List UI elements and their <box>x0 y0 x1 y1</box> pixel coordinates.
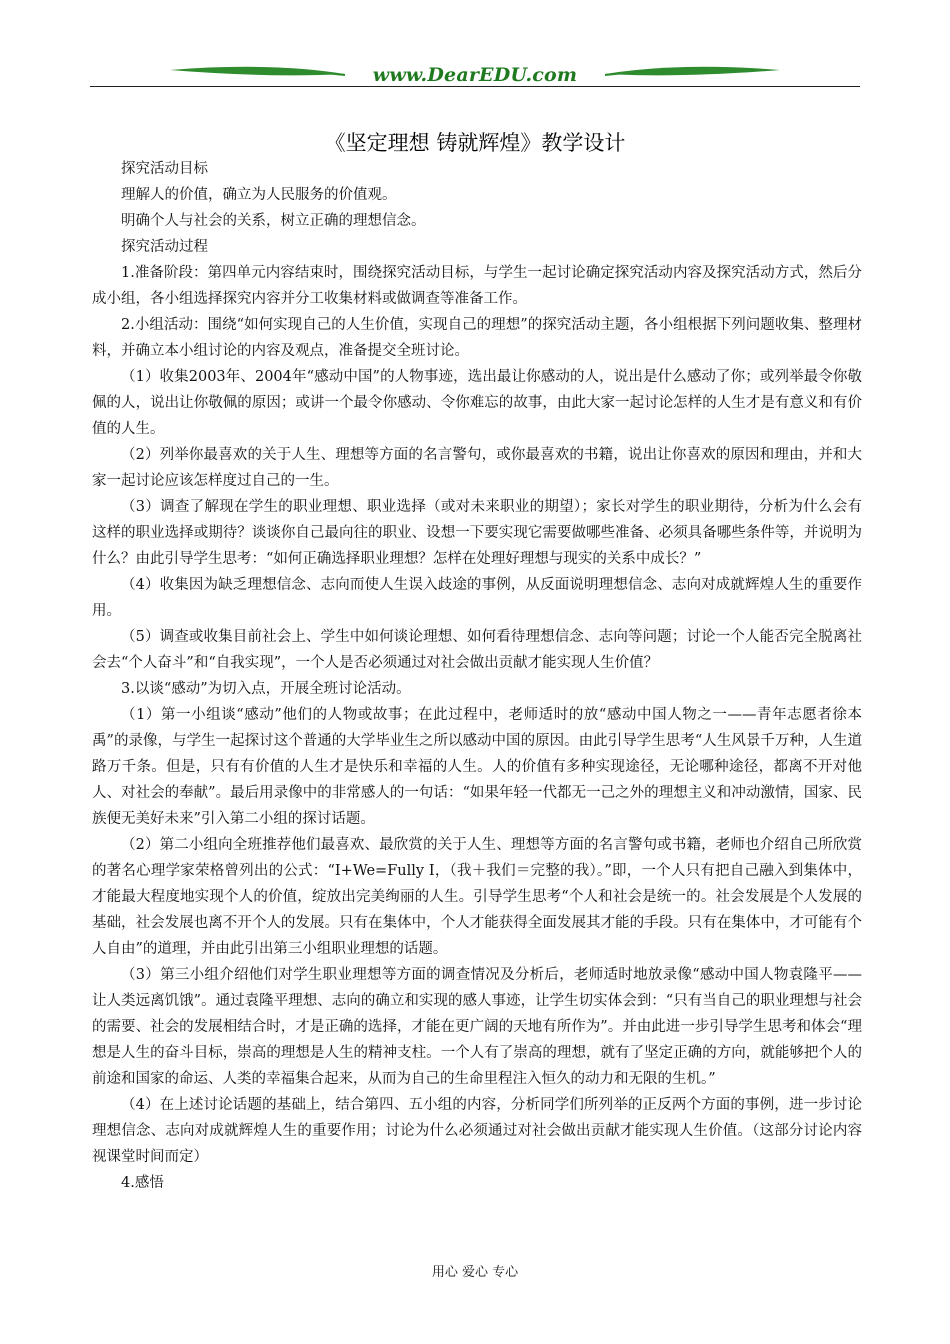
paragraph: 2.小组活动：围绕“如何实现自己的人生价值，实现自己的理想”的探究活动主题，各小组根据下列问题收集、整理材料，并确立本小组讨论的内容及观点，准备提交全班讨论。 <box>92 317 862 359</box>
paragraph: （4）在上述讨论话题的基础上，结合第四、五小组的内容，分析同学们所列举的正反两个方面的事例，进一步讨论理想信念、志向对成就辉煌人生的重要作用；讨论为什么必须通过对社会做出贡献才能实现人生价值。（这部分讨论内容视课堂时间而定） <box>92 1097 862 1165</box>
paragraph: （4）收集因为缺乏理想信念、志向而使人生误入歧途的事例，从反面说明理想信念、志向对成就辉煌人生的重要作用。 <box>92 577 862 619</box>
paragraph: 4.感悟 <box>121 1175 164 1191</box>
paragraph: （2）列举你最喜欢的关于人生、理想等方面的名言警句，或你最喜欢的书籍，说出让你喜欢的原因和理由，并和大家一起讨论应该怎样度过自己的一生。 <box>92 447 862 489</box>
paragraph: 理解人的价值，确立为人民服务的价值观。 <box>121 187 397 203</box>
paragraph: （1）第一小组谈“感动”他们的人物或故事；在此过程中，老师适时的放“感动中国人物之一——青年志愿者徐本禹”的录像，与学生一起探讨这个普通的大学毕业生之所以感动中国的原因。由此引导学生思考“人生风景千万种，人生道路万千条。但是，只有有价值的人生才是快乐和幸福的人生。人的价值有多种实现途径，无论哪种途径，都离不开对他人、对社会的奉献”。最后用录像中的非常感人的一句话：“如果年轻一代都无一己之外的理想主义和冲动激情，国家、民族便无美好未来”引入第二小组的探讨话题。 <box>92 707 862 827</box>
paragraph: （3）调查了解现在学生的职业理想、职业选择（或对未来职业的期望）；家长对学生的职业期待，分析为什么会有这样的职业选择或期待？谈谈你自己最向往的职业、设想一下要实现它需要做哪些准备、必须具备哪些条件等，并说明为什么？由此引导学生思考：“如何正确选择职业理想？怎样在处理好理想与现实的关系中成长？” <box>92 499 862 567</box>
paragraph: （1）收集2003年、2004年“感动中国”的人物事迹，选出最让你感动的人，说出是什么感动了你；或列举最令你敬佩的人，说出让你敬佩的原因；或讲一个最令你感动、令你难忘的故事，由此大家一起讨论怎样的人生才是有意义和有价值的人生。 <box>92 369 862 437</box>
document-title: 《坚定理想 铸就辉煌》教学设计 <box>324 131 626 155</box>
header-divider <box>90 86 860 87</box>
site-url[interactable]: www.DearEDU.com <box>372 64 578 86</box>
paragraph: （2）第二小组向全班推荐他们最喜欢、最欣赏的关于人生、理想等方面的名言警句或书籍，老师也介绍自己所欣赏的著名心理学家荣格曾列出的公式：“I+We=Fully I，（我＋我们＝完整的我）。”即，一个人只有把自己融入到集体中，才能最大程度地实现个人的价值，绽放出完美绚丽的人生。引导学生思考“个人和社会是统一的。社会发展是个人发展的基础，社会发展也离不开个人的发展。只有在集体中，个人才能获得全面发展其才能的手段。只有在集体中，才可能有个人自由”的道理，并由此引出第三小组职业理想的话题。 <box>92 837 862 957</box>
paragraph: （3）第三小组介绍他们对学生职业理想等方面的调查情况及分析后，老师适时地放录像“感动中国人物袁隆平——让人类远离饥饿”。通过袁隆平理想、志向的确立和实现的感人事迹，让学生切实体会到：“只有当自己的职业理想与社会的需要、社会的发展相结合时，才是正确的选择，才能在更广阔的天地有所作为”。并由此进一步引导学生思考和体会“理想是人生的奋斗目标，崇高的理想是人生的精神支柱。一个人有了崇高的理想，就有了坚定正确的方向，就能够把个人的前途和国家的命运、人类的幸福集合起来，从而为自己的生命里程注入恒久的动力和无限的生机。” <box>92 967 862 1087</box>
page-footer: 用心 爱心 专心 <box>431 1265 519 1280</box>
document-body <box>92 156 862 1196</box>
section-heading: 探究活动过程 <box>121 239 208 255</box>
paragraph: 明确个人与社会的关系，树立正确的理想信念。 <box>121 213 426 229</box>
paragraph: （5）调查或收集目前社会上、学生中如何谈论理想、如何看待理想信念、志向等问题；讨论一个人能否完全脱离社会去“个人奋斗”和“自我实现”，一个人是否必须通过对社会做出贡献才能实现人生价值？ <box>92 629 862 671</box>
section-heading: 探究活动目标 <box>121 161 208 177</box>
paragraph: 1.准备阶段：第四单元内容结束时，围绕探究活动目标，与学生一起讨论确定探究活动内容及探究活动方式，然后分成小组，各小组选择探究内容并分工收集材料或做调查等准备工作。 <box>92 265 862 307</box>
paragraph: 3.以谈“感动”为切入点，开展全班讨论活动。 <box>121 681 411 697</box>
